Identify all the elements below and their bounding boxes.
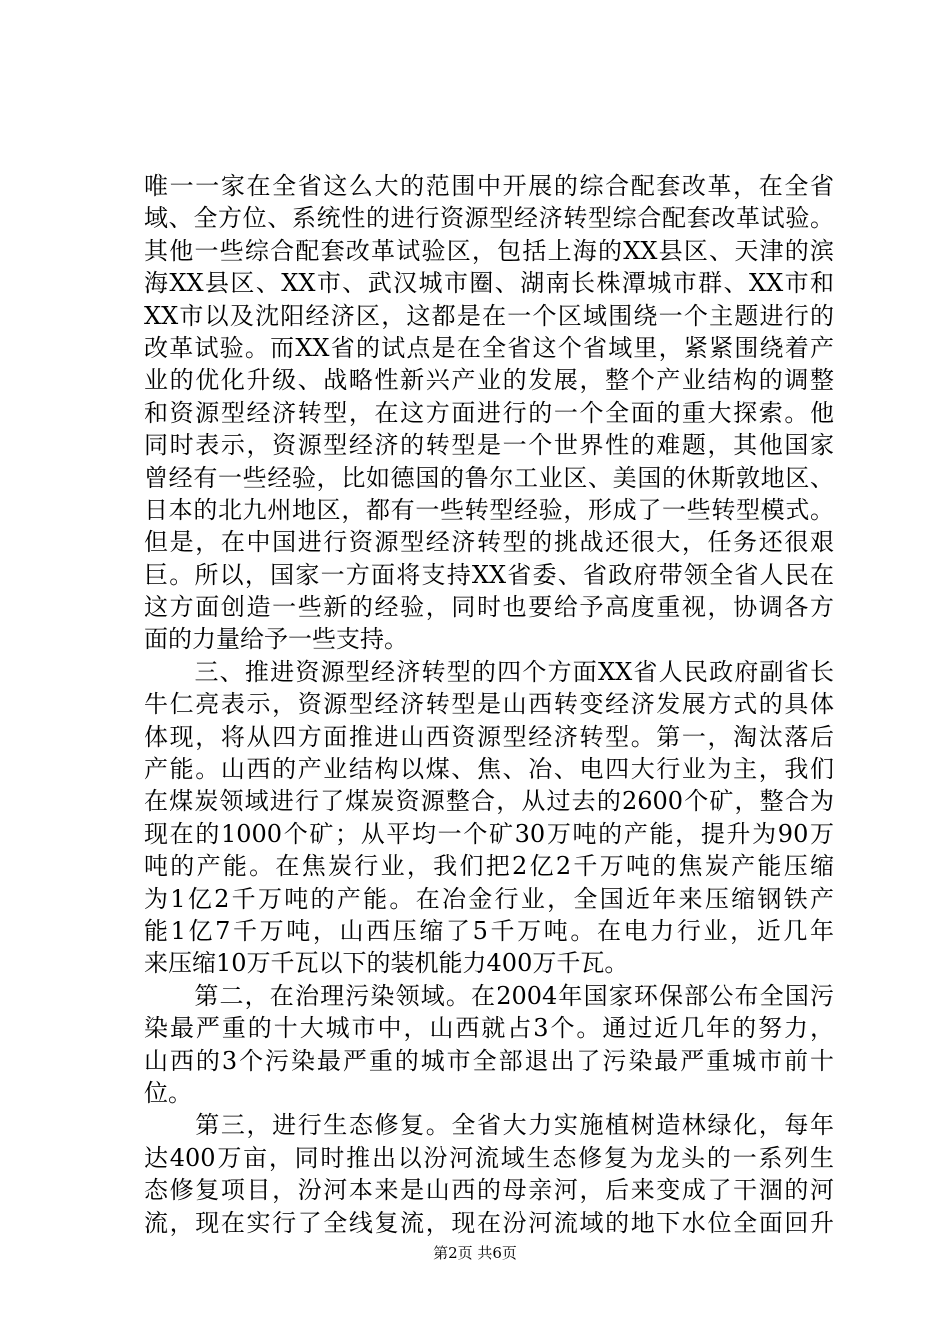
text-line: 但是，在中国进行资源型经济转型的挑战还很大，任务还很艰	[144, 528, 834, 557]
text-line: 这方面创造一些新的经验，同时也要给予高度重视，协调各方	[144, 593, 834, 622]
text-line: 第二，在治理污染领域。在2004年国家环保部公布全国污	[144, 981, 834, 1010]
text-line: 体现，将从四方面推进山西资源型经济转型。第一，淘汰落后	[144, 722, 834, 751]
text-line: 面的力量给予一些支持。	[144, 625, 408, 654]
text-line: 山西的3个污染最严重的城市全部退出了污染最严重城市前十	[144, 1046, 834, 1075]
text-line: 三、推进资源型经济转型的四个方面XX省人民政府副省长	[144, 657, 834, 686]
text-line: 唯一一家在全省这么大的范围中开展的综合配套改革，在全省	[144, 172, 834, 200]
text-line: 改革试验。而XX省的试点是在全省这个省域里，紧紧围绕着产	[144, 333, 834, 362]
text-line: 为1亿2千万吨的产能。在冶金行业，全国近年来压缩钢铁产	[144, 884, 834, 913]
text-line: XX市以及沈阳经济区，这都是在一个区域围绕一个主题进行的	[144, 301, 834, 330]
text-line: 域、全方位、系统性的进行资源型经济转型综合配套改革试验。	[144, 204, 834, 233]
text-line: 来压缩10万千瓦以下的装机能力400万千瓦。	[144, 949, 629, 978]
text-line: 牛仁亮表示，资源型经济转型是山西转变经济发展方式的具体	[144, 690, 834, 719]
text-line: 能1亿7千万吨，山西压缩了5千万吨。在电力行业，近几年	[144, 916, 834, 945]
text-line: 达400万亩，同时推出以汾河流域生态修复为龙头的一系列生	[144, 1143, 834, 1172]
text-line: 曾经有一些经验，比如德国的鲁尔工业区、美国的休斯敦地区、	[144, 463, 834, 492]
text-line: 和资源型经济转型，在这方面进行的一个全面的重大探索。他	[144, 398, 834, 427]
text-line: 业的优化升级、战略性新兴产业的发展，整个产业结构的调整	[144, 366, 834, 395]
text-line: 位。	[144, 1078, 192, 1107]
page-footer: 第2页 共6页	[433, 1244, 517, 1262]
text-line: 海XX县区、XX市、武汉城市圈、湖南长株潭城市群、XX市和	[144, 269, 834, 298]
text-line: 第三，进行生态修复。全省大力实施植树造林绿化，每年	[144, 1111, 834, 1140]
text-line: 在煤炭领域进行了煤炭资源整合，从过去的2600个矿，整合为	[144, 787, 834, 816]
text-line: 流，现在实行了全线复流，现在汾河流域的地下水位全面回升	[144, 1208, 834, 1237]
text-line: 其他一些综合配套改革试验区，包括上海的XX县区、天津的滨	[144, 236, 834, 265]
text-line: 同时表示，资源型经济的转型是一个世界性的难题，其他国家	[144, 431, 834, 460]
document-body	[144, 170, 834, 1239]
text-line: 吨的产能。在焦炭行业，我们把2亿2千万吨的焦炭产能压缩	[144, 852, 834, 881]
text-line: 巨。所以，国家一方面将支持XX省委、省政府带领全省人民在	[144, 560, 834, 589]
text-line: 染最严重的十大城市中，山西就占3个。通过近几年的努力，	[144, 1014, 834, 1043]
text-line: 日本的北九州地区，都有一些转型经验，形成了一些转型模式。	[144, 495, 834, 524]
text-line: 产能。山西的产业结构以煤、焦、冶、电四大行业为主，我们	[144, 755, 834, 784]
text-line: 现在的1000个矿；从平均一个矿30万吨的产能，提升为90万	[144, 819, 834, 848]
text-line: 态修复项目，汾河本来是山西的母亲河，后来变成了干涸的河	[144, 1176, 834, 1205]
